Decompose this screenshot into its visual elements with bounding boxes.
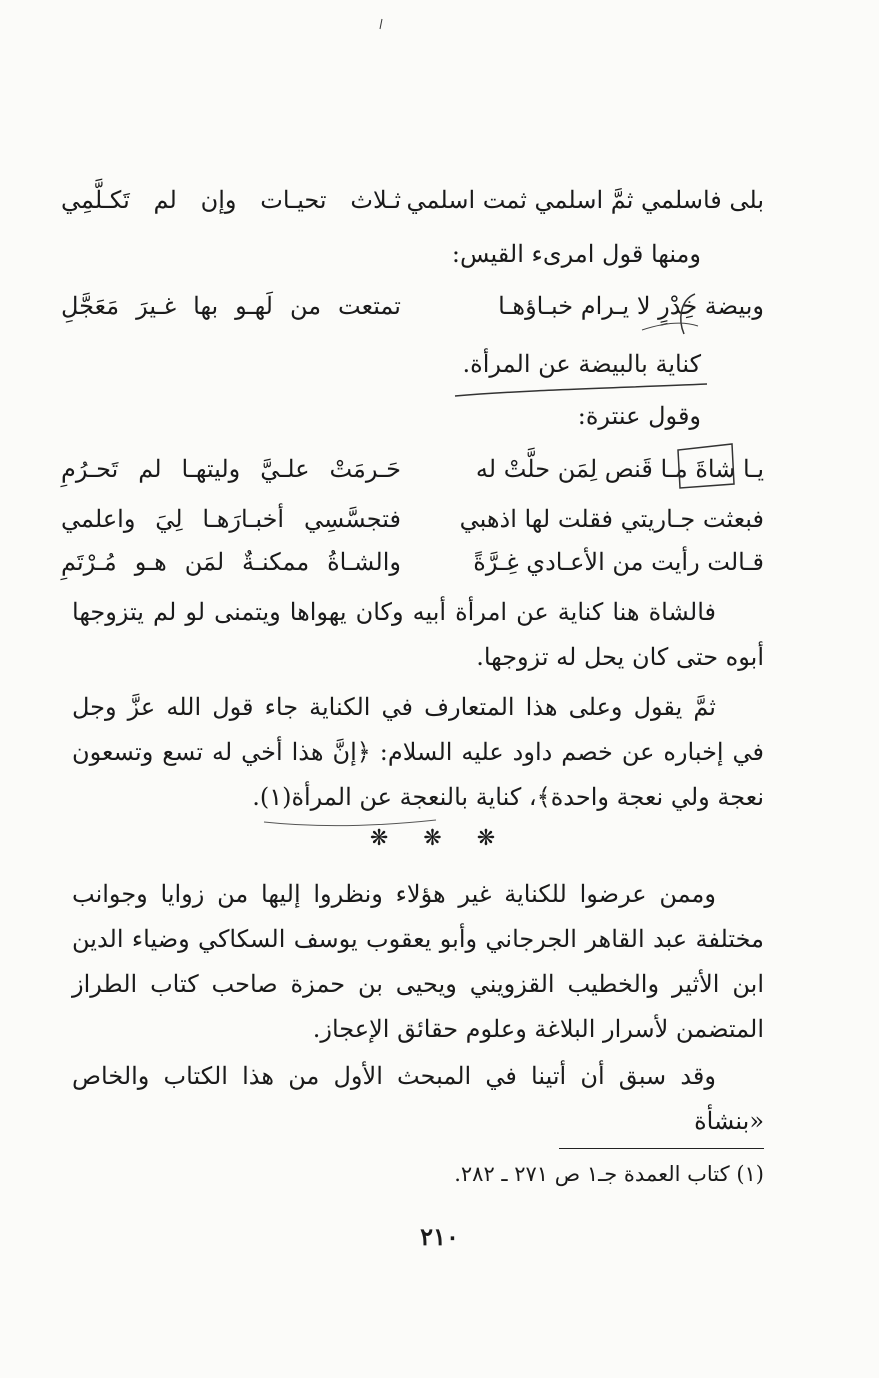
paragraph-3: وممن عرضوا للكناية غير هؤلاء ونظروا إليها من زوايا وجوانب مختلفة عبد القاهر الجرجاني وأبو يعقوب يوسف السكاكي وضياء الدين ابن الأثير والخطيب القزويني ويحيى بن حمزة صاحب كتاب الطراز المتضمن لأسرار البلاغة وعلوم حقائق الإعجاز. bbox=[72, 880, 764, 1043]
verse-3-hemistich-2: حَـرمَتْ علـيَّ وليتهـا لم تَحـرُمِ bbox=[61, 455, 401, 483]
handwritten-bracket-mark bbox=[640, 290, 700, 340]
handwritten-underline-1 bbox=[445, 378, 715, 402]
verse-2-hemistich-2: تمتعت من لَهـو بها غـيرَ مَعَجَّلِ bbox=[61, 292, 401, 320]
verse-4-hemistich-1: فبعثت جـاريتي فقلت لها اذهبي bbox=[459, 505, 764, 533]
handwritten-box-mark bbox=[674, 440, 738, 492]
verse-3 bbox=[0, 455, 879, 495]
verse-4 bbox=[0, 505, 879, 545]
verse-3-hemistich-1: يـا شاةَ مـا قَنص لِمَن حلَّتْ له bbox=[475, 455, 764, 483]
paragraph-4: وقد سبق أن أتينا في المبحث الأول من هذا الكتاب والخاص «بنشأة bbox=[72, 1062, 764, 1135]
verse-4-hemistich-2: فتجسَّسِي أخبـارَهـا لِيَ واعلمي bbox=[61, 505, 401, 533]
paragraph-1: فالشاة هنا كناية عن امرأة أبيه وكان يهواها ويتمنى لو لم يتزوجها أبوه حتى كان يحل له تزوجها. bbox=[72, 598, 764, 671]
verse-2 bbox=[0, 292, 879, 332]
verse-1 bbox=[0, 186, 879, 226]
page-number: ٢١٠ bbox=[420, 1222, 459, 1251]
verse-1-hemistich-1: بلى فاسلمي ثمَّ اسلمي ثمت اسلمي bbox=[406, 186, 764, 214]
verse-5-hemistich-2: والشـاةُ ممكنـةٌ لمَن هـو مُـرْتَمِ bbox=[61, 548, 401, 576]
comment-egg-metaphor: كناية بالبيضة عن المرأة. bbox=[462, 350, 701, 378]
intro-imru-al-qais: ومنها قول امرىء القيس: bbox=[451, 240, 701, 268]
stray-ink-mark bbox=[378, 18, 384, 30]
verse-2-hemistich-1: وبيضة خِدْرٍ لا يـرام خبـاؤهـا bbox=[498, 292, 764, 320]
footnote: (١) كتاب العمدة جـ١ ص ٢٧١ ـ ٢٨٢. bbox=[454, 1162, 764, 1186]
paragraph-2: ثمَّ يقول وعلى هذا المتعارف في الكناية جاء قول الله عزَّ وجل في إخباره عن خصم داود عليه السلام: ﴿إنَّ هذا أخي له تسع وتسعون نعجة ولي نعجة واحدة﴾، كناية بالنعجة عن المرأة(١). bbox=[72, 693, 764, 811]
verse-1-hemistich-2: ثـلاث تحيـات وإن لم تَكـلَّمِي bbox=[61, 186, 401, 214]
verse-5-hemistich-1: قـالت رأيت من الأعـادي غِـرَّةً bbox=[473, 548, 764, 576]
section-separator: ❋ ❋ ❋ bbox=[369, 826, 510, 851]
intro-antara: وقول عنترة: bbox=[577, 402, 701, 430]
verse-5 bbox=[0, 548, 879, 588]
footnote-rule bbox=[559, 1148, 764, 1149]
